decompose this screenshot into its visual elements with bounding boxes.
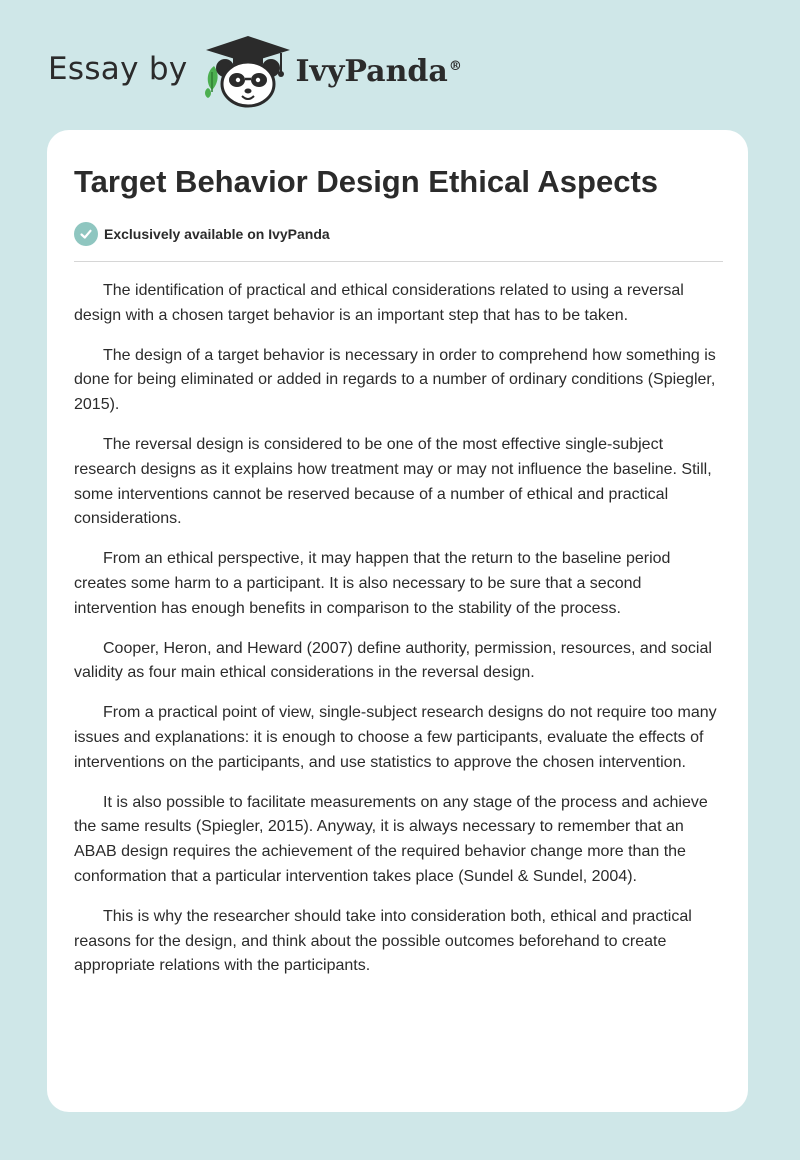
divider xyxy=(74,261,723,262)
brand-prefix: Essay by xyxy=(48,51,188,87)
badge-text: Exclusively available on IvyPanda xyxy=(104,226,330,242)
paragraph: From an ethical perspective, it may happen that the return to the baseline period creates some harm to a participant. It is also necessary to be sure that a second intervention has enough benefits in comparison to the stability of the process. xyxy=(74,550,671,617)
essay-card xyxy=(47,130,748,1112)
paragraph: This is why the researcher should take into consideration both, ethical and practical reasons for the design, and think about the possible outcomes beforehand to create appropriate relations with the participants. xyxy=(74,907,692,975)
paragraph: Cooper, Heron, and Heward (2007) define authority, permission, resources, and social validity as four main ethical considerations in the reversal design. xyxy=(74,639,712,682)
paragraph: The reversal design is considered to be one of the most effective single-subject research designs as it explains how treatment may or may not influence the baseline. Still, some interventions cannot be reserved because of a number of ethical and practical considerations. xyxy=(74,435,712,528)
paragraph: From a practical point of view, single-subject research designs do not require too many issues and explanations: it is enough to choose a few participants, evaluate the effects of interventions on the participants, and use statistics to approve the chosen intervention. xyxy=(74,704,717,771)
page-title: Target Behavior Design Ethical Aspects xyxy=(74,164,659,199)
panda-graduate-icon xyxy=(202,32,294,112)
brand-name: IvyPanda® xyxy=(295,53,462,89)
paragraph: The identification of practical and ethical considerations related to using a reversal design with a chosen target behavior is an important step that has to be taken. xyxy=(74,282,684,324)
essay-body xyxy=(74,279,723,994)
brand-header[interactable] xyxy=(48,32,462,112)
exclusive-badge xyxy=(74,222,330,246)
paragraph: It is also possible to facilitate measurements on any stage of the process and achieve the same results (Spiegler, 2015). Anyway, it is always necessary to remember that an ABAB design requires the achievement of the required behavior change more than the conformation that a particular intervention takes place (Sundel & Sundel, 2004). xyxy=(74,793,708,885)
paragraph: The design of a target behavior is necessary in order to comprehend how something is done for being eliminated or added in regards to a number of ordinary conditions (Spiegler, 2015). xyxy=(74,346,716,414)
check-icon xyxy=(74,222,98,246)
registered-mark: ® xyxy=(448,58,462,74)
